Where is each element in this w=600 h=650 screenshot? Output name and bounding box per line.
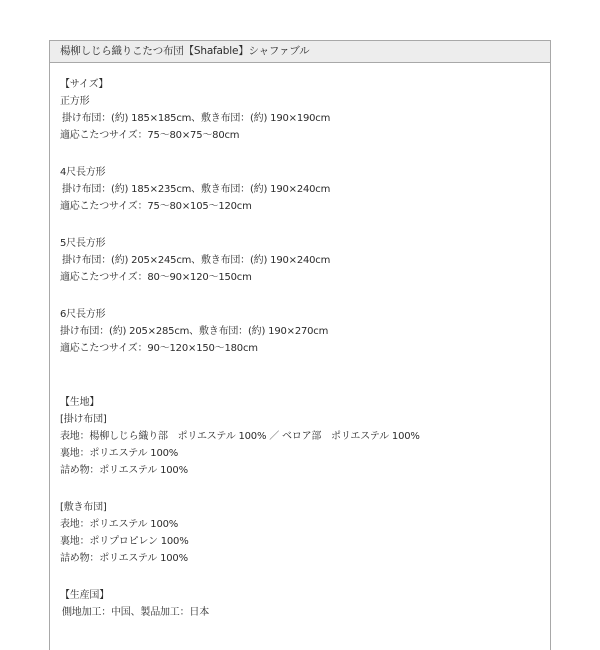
fabric-front: 表地：楊柳しじら織り部 ポリエステル 100% ／ ベロア部 ポリエステル 100% <box>60 431 420 442</box>
size-rect-6 <box>60 306 550 357</box>
fabric-shiki <box>60 499 550 567</box>
fabric-group-name: [掛け布団] <box>60 414 107 425</box>
size-name: 正方形 <box>60 96 90 107</box>
size-name: 4尺長方形 <box>60 167 106 178</box>
kotatsu-size: 適応こたつサイズ：80〜90×120〜150cm <box>60 272 252 283</box>
size-square <box>60 93 550 144</box>
fabric-group-name: [敷き布団] <box>60 502 107 513</box>
size-name: 5尺長方形 <box>60 238 106 249</box>
kotatsu-size: 適応こたつサイズ：90〜120×150〜180cm <box>60 343 258 354</box>
fabric-filling: 詰め物：ポリエステル 100% <box>60 465 188 476</box>
size-name: 6尺長方形 <box>60 309 106 320</box>
fabric-front: 表地：ポリエステル 100% <box>60 519 179 530</box>
fabric-back: 裏地：ポリエステル 100% <box>60 448 179 459</box>
spec-body <box>50 63 550 621</box>
futon-dimensions: 掛け布団：(約) 205×285cm、敷き布団：(約) 190×270cm <box>60 326 329 337</box>
panel-title: 楊柳しじら織りこたつ布団【Shafable】シャファブル <box>50 41 550 63</box>
kotatsu-size: 適応こたつサイズ：75〜80×105〜120cm <box>60 201 252 212</box>
fabric-filling: 詰め物：ポリエステル 100% <box>60 553 188 564</box>
fabric-back: 裏地：ポリプロピレン 100% <box>60 536 189 547</box>
size-heading: 【サイズ】 <box>60 79 109 90</box>
size-rect-5 <box>60 235 550 286</box>
kotatsu-size: 適応こたつサイズ：75〜80×75〜80cm <box>60 130 240 141</box>
origin-text: 側地加工：中国、製品加工：日本 <box>62 607 209 618</box>
product-spec-panel <box>49 40 551 650</box>
futon-dimensions: 掛け布団：(約) 185×185cm、敷き布団：(約) 190×190cm <box>62 113 331 124</box>
fabric-kake <box>60 411 550 479</box>
futon-dimensions: 掛け布団：(約) 205×245cm、敷き布団：(約) 190×240cm <box>62 255 331 266</box>
origin-heading: 【生産国】 <box>60 590 109 601</box>
fabric-heading: 【生地】 <box>60 397 100 408</box>
size-rect-4 <box>60 164 550 215</box>
futon-dimensions: 掛け布団：(約) 185×235cm、敷き布団：(約) 190×240cm <box>62 184 331 195</box>
